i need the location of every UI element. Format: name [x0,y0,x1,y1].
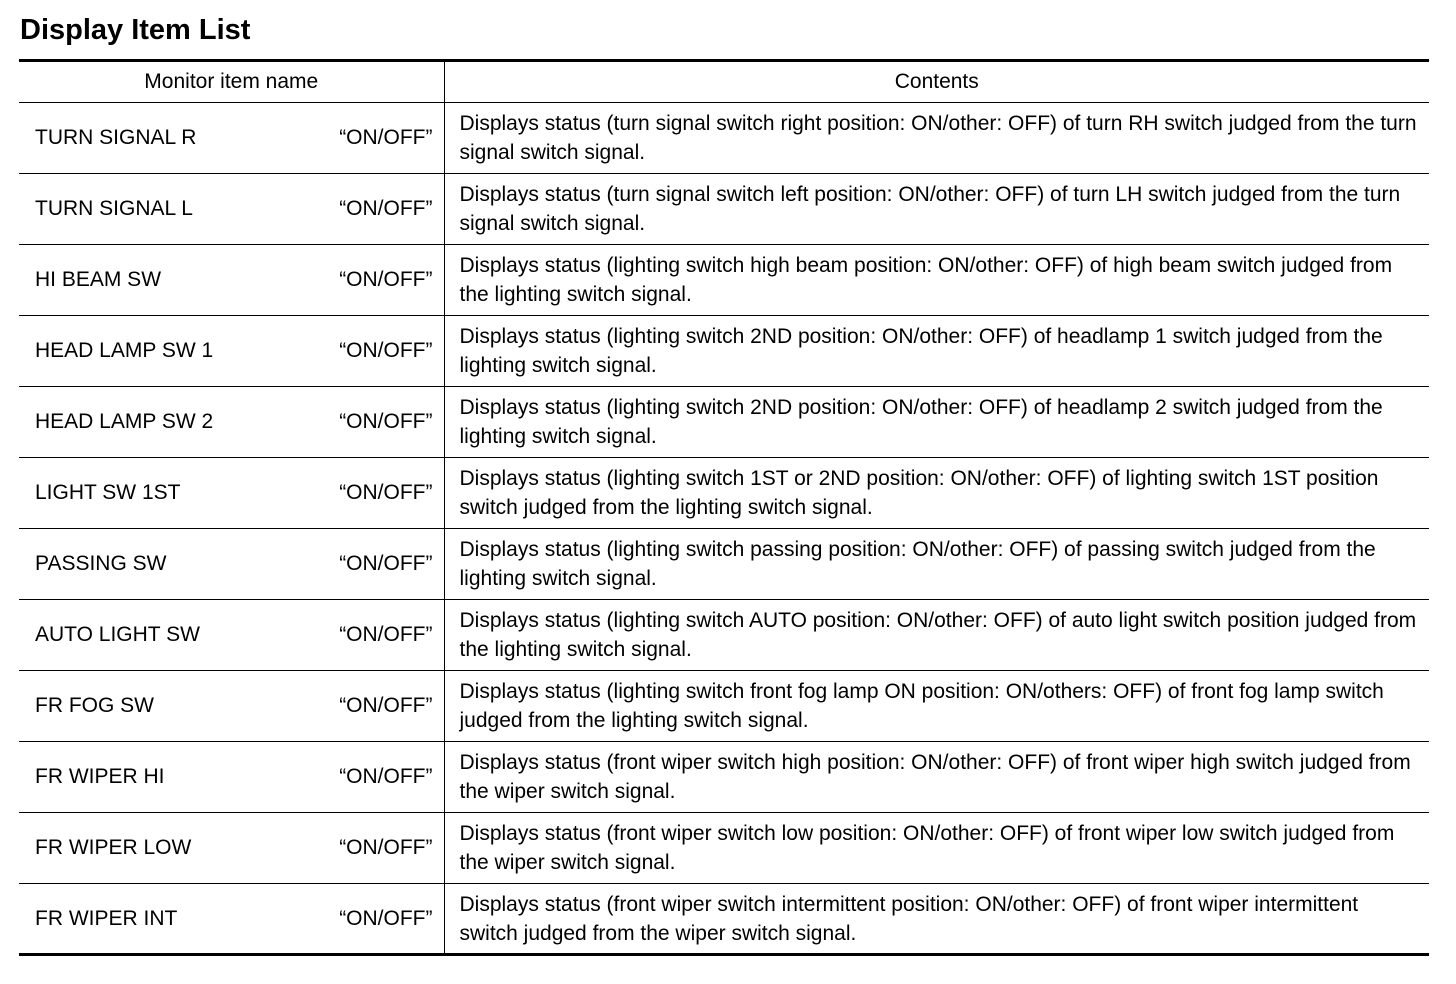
table-row [19,813,1429,884]
monitor-item-cell [19,387,444,458]
contents-cell: Displays status (front wiper switch intermittent position: ON/other: OFF) of front wiper intermittent switch judged from the wiper switch signal. [459,892,1359,945]
monitor-item-value: “ON/OFF” [339,765,433,788]
monitor-item-value: “ON/OFF” [339,197,433,220]
table-row [19,387,1429,458]
contents-cell: Displays status (lighting switch 1ST or 2ND position: ON/other: OFF) of lighting switch 1ST position switch judged from the lighting switch signal. [444,458,1429,529]
monitor-item-wrap [35,694,433,718]
monitor-item-wrap [35,836,433,860]
monitor-item-name: FR WIPER INT [35,906,178,930]
monitor-item-cell [19,742,444,813]
contents-cell: Displays status (turn signal switch left position: ON/other: OFF) of turn LH switch judged from the turn signal switch signal. [444,174,1429,245]
monitor-item-wrap [35,197,433,221]
table-row [19,742,1429,813]
monitor-item-cell [19,529,444,600]
contents-cell: Displays status (lighting switch passing position: ON/other: OFF) of passing switch judged from the lighting switch signal. [444,529,1429,600]
contents-cell: Displays status (front wiper switch low position: ON/other: OFF) of front wiper low switch judged from the wiper switch signal. [444,813,1429,884]
monitor-item-value: “ON/OFF” [339,906,433,930]
monitor-item-wrap [35,552,433,576]
monitor-item-value: “ON/OFF” [339,694,433,717]
contents-cell: Displays status (lighting switch 2ND position: ON/other: OFF) of headlamp 1 switch judged from the lighting switch signal. [444,316,1429,387]
contents-cell: Displays status (lighting switch AUTO position: ON/other: OFF) of auto light switch position judged from the lighting switch signal. [444,600,1429,671]
monitor-item-name: FR FOG SW [35,694,154,717]
monitor-item-wrap [35,339,433,363]
monitor-item-wrap [35,126,433,150]
monitor-item-value: “ON/OFF” [339,836,433,859]
monitor-item-name: AUTO LIGHT SW [35,623,200,646]
page-title: Display Item List [20,14,251,46]
monitor-item-name: TURN SIGNAL R [35,126,197,149]
monitor-item-name: HEAD LAMP SW 1 [35,339,214,362]
monitor-item-cell [19,671,444,742]
monitor-item-value: “ON/OFF” [339,126,433,149]
monitor-item-cell [19,884,444,955]
table-row [19,245,1429,316]
monitor-item-wrap [35,410,433,434]
monitor-item-wrap [35,481,433,505]
table-row [19,529,1429,600]
monitor-item-name: LIGHT SW 1ST [35,481,181,504]
display-item-table [19,59,1429,956]
monitor-item-value: “ON/OFF” [339,623,433,646]
monitor-item-cell [19,813,444,884]
header-contents: Contents [444,61,1429,103]
contents-cell: Displays status (lighting switch high beam position: ON/other: OFF) of high beam switch judged from the lighting switch signal. [444,245,1429,316]
contents-cell: Displays status (lighting switch front fog lamp ON position: ON/others: OFF) of front fog lamp switch judged from the lighting switch signal. [444,671,1429,742]
monitor-item-value: “ON/OFF” [339,481,433,504]
table-body [19,103,1429,955]
contents-cell: Displays status (front wiper switch high position: ON/other: OFF) of front wiper high switch judged from the wiper switch signal. [444,742,1429,813]
monitor-item-name: PASSING SW [35,552,167,575]
monitor-item-name: TURN SIGNAL L [35,197,193,220]
monitor-item-cell [19,600,444,671]
monitor-item-cell [19,174,444,245]
monitor-item-name: FR WIPER LOW [35,836,192,859]
monitor-item-name: HI BEAM SW [35,268,162,291]
monitor-item-name: FR WIPER HI [35,765,165,788]
monitor-item-value: “ON/OFF” [339,268,433,291]
monitor-item-wrap [35,907,433,931]
monitor-item-wrap [35,623,433,647]
monitor-item-value: “ON/OFF” [339,339,433,362]
table-header-row [19,61,1429,103]
monitor-item-cell [19,103,444,174]
contents-cell: Displays status (turn signal switch right position: ON/other: OFF) of turn RH switch judged from the turn signal switch signal. [444,103,1429,174]
monitor-item-cell [19,316,444,387]
header-monitor-item-name: Monitor item name [19,61,444,103]
table-row [19,600,1429,671]
table-row [19,671,1429,742]
monitor-item-wrap [35,268,433,292]
contents-cell: Displays status (lighting switch 2ND position: ON/other: OFF) of headlamp 2 switch judged from the lighting switch signal. [444,387,1429,458]
monitor-item-cell [19,458,444,529]
table-row [19,174,1429,245]
monitor-item-value: “ON/OFF” [339,410,433,433]
monitor-item-cell [19,245,444,316]
monitor-item-name: HEAD LAMP SW 2 [35,410,214,433]
table-row [19,103,1429,174]
monitor-item-wrap [35,765,433,789]
table-row [19,884,1429,955]
table-row [19,316,1429,387]
monitor-item-value: “ON/OFF” [339,552,433,575]
table-row [19,458,1429,529]
